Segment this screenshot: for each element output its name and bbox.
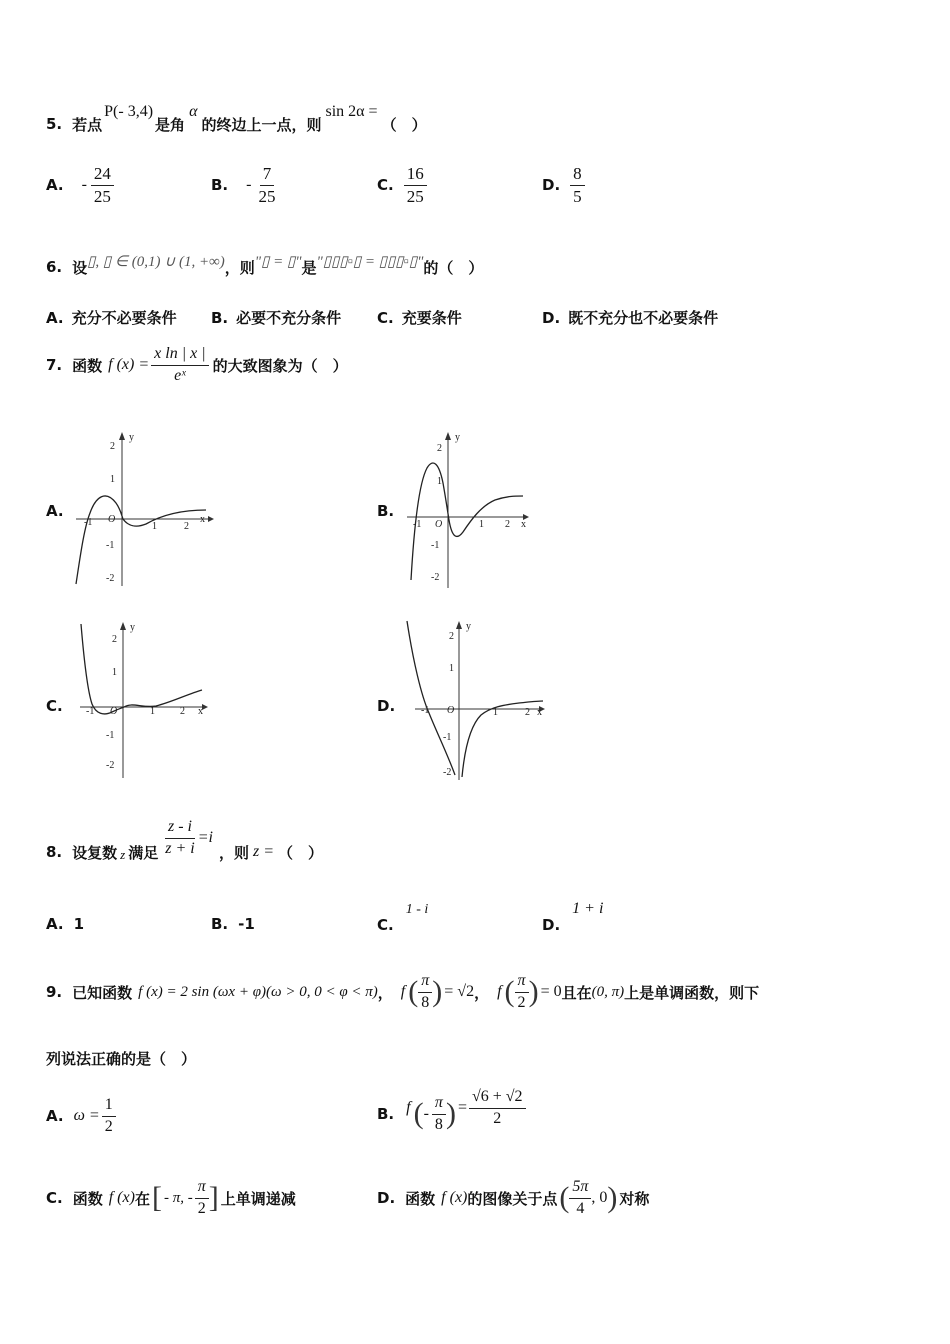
- zero-coordinate: , 0: [591, 1189, 608, 1206]
- tick-2: 2: [437, 443, 442, 454]
- numerator: 24: [91, 164, 114, 186]
- right-paren: ): [445, 1097, 456, 1130]
- stem-text: 上是单调函数，则下: [624, 983, 760, 1002]
- option-label: B.: [377, 1105, 395, 1123]
- f-symbol: f: [406, 1099, 411, 1116]
- numerator: √6 + √2: [469, 1088, 526, 1108]
- tick-x-2: 2: [184, 521, 189, 532]
- stem-text: 的大致图象为（ ）: [212, 356, 348, 375]
- y-axis-arrow: [445, 432, 451, 440]
- tick-neg-1: -1: [106, 730, 115, 741]
- tick-neg-1: -1: [431, 540, 440, 551]
- q8-option-c[interactable]: [377, 904, 428, 934]
- tick-x-1: 1: [493, 707, 498, 718]
- question-number: 9.: [46, 983, 63, 1001]
- option-text: 的图像关于点: [467, 1189, 558, 1208]
- right-bracket: ]: [208, 1181, 219, 1214]
- numerator: 5π: [569, 1178, 591, 1198]
- curve: [81, 624, 202, 714]
- option-text: 充分不必要条件: [71, 309, 177, 327]
- tick-2: 2: [110, 441, 115, 452]
- numerator: π: [418, 972, 432, 992]
- tick-x-neg-1: -1: [413, 519, 422, 530]
- question-7-stem: [46, 342, 348, 388]
- q8-option-b[interactable]: [211, 915, 255, 933]
- denominator: 2: [197, 1199, 206, 1217]
- y-axis-arrow: [120, 622, 126, 630]
- q6-option-a[interactable]: [46, 307, 177, 328]
- answer-parentheses: （ ）: [278, 843, 324, 862]
- tick-x-neg-1: -1: [86, 706, 95, 717]
- q7-option-b[interactable]: [377, 502, 394, 520]
- question-6-stem: [46, 252, 483, 282]
- function-symbol: f (x): [441, 1189, 468, 1206]
- numerator: 1: [102, 1096, 116, 1116]
- option-label: C.: [46, 697, 63, 715]
- tick-neg-2: -2: [443, 767, 452, 778]
- tick-1: 1: [112, 667, 117, 678]
- x-label: x: [537, 707, 542, 718]
- condition-q: "▯▯▯▫▯ = ▯▯▯▫▯": [316, 253, 424, 270]
- pi-over-8: [418, 972, 432, 1012]
- omega-equals: ω =: [73, 1107, 100, 1124]
- stem-text: 的终边上一点，则: [201, 115, 322, 134]
- x-label: x: [200, 514, 205, 525]
- option-text: 函数: [405, 1189, 436, 1208]
- option-label: C.: [377, 309, 394, 327]
- numerator: 8: [570, 164, 585, 186]
- curve-left: [407, 621, 455, 775]
- option-text: -1: [238, 915, 255, 933]
- tick-x-2: 2: [180, 706, 185, 717]
- numerator: z - i: [165, 818, 195, 838]
- variable-z: z: [120, 847, 126, 862]
- tick-neg-2: -2: [431, 572, 440, 583]
- graph-a[interactable]: [68, 428, 218, 588]
- question-9-stem-cont: [46, 1048, 196, 1069]
- q7-option-c[interactable]: [46, 697, 63, 715]
- function-symbol: f (x): [108, 1189, 135, 1206]
- q9-option-b[interactable]: [377, 1084, 526, 1144]
- q5-option-a[interactable]: [46, 160, 114, 210]
- equals: =: [457, 1099, 467, 1116]
- option-label: D.: [377, 697, 396, 715]
- graph-c[interactable]: [72, 620, 222, 780]
- question-number: 5.: [46, 115, 63, 133]
- origin: O: [447, 705, 455, 716]
- y-label: y: [455, 432, 460, 443]
- denominator: 2: [517, 993, 526, 1011]
- denominator: 2: [104, 1117, 113, 1135]
- comma: ，: [377, 983, 393, 1002]
- condition-expression: ▯, ▯ ∈ (0,1) ∪ (1, +∞): [87, 253, 225, 270]
- answer-parentheses: （ ）: [381, 115, 427, 134]
- y-label: y: [466, 621, 471, 632]
- q6-option-c[interactable]: [377, 307, 462, 328]
- q5-option-d[interactable]: [542, 160, 585, 210]
- q7-option-d[interactable]: [377, 697, 395, 715]
- q5-option-c[interactable]: [377, 160, 427, 210]
- fraction: [255, 164, 278, 206]
- tick-neg-2: -2: [106, 573, 115, 584]
- function-fraction: [151, 345, 208, 385]
- sin-expression: sin 2α =: [325, 103, 378, 120]
- q6-option-b[interactable]: [211, 307, 341, 328]
- x-axis-arrow: [208, 516, 214, 522]
- function-lhs: f (x) =: [108, 356, 150, 373]
- fraction: [404, 164, 427, 206]
- minus-sign: -: [246, 176, 252, 193]
- option-text: 充要条件: [401, 309, 462, 327]
- denominator: 5: [573, 186, 582, 206]
- option-text: 对称: [619, 1189, 650, 1208]
- stem-text: 已知函数: [72, 983, 133, 1002]
- question-8-stem: [46, 815, 323, 889]
- curve: [76, 496, 206, 584]
- option-text: 1 - i: [405, 902, 429, 917]
- equals-i: =i: [197, 829, 213, 846]
- stem-text: 设复数: [72, 843, 118, 862]
- origin: O: [110, 706, 118, 717]
- denominator: eˣ: [174, 366, 186, 384]
- left-paren: (: [408, 975, 419, 1008]
- stem-text: 列说法正确的是（ ）: [46, 1050, 197, 1068]
- minus-sign: -: [81, 176, 87, 193]
- denominator: 25: [406, 186, 424, 206]
- tick-neg-1: -1: [106, 540, 115, 551]
- stem-text: 设: [72, 258, 88, 277]
- option-label: B.: [211, 309, 229, 327]
- origin: O: [435, 519, 443, 530]
- option-label: A.: [46, 1107, 64, 1125]
- denominator: 2: [493, 1109, 502, 1127]
- left-paren: (: [413, 1097, 424, 1130]
- graph-b[interactable]: [399, 428, 549, 588]
- graph-d[interactable]: [401, 615, 561, 780]
- tick-2: 2: [449, 631, 454, 642]
- tick-1: 1: [449, 663, 454, 674]
- q5-option-b[interactable]: [211, 160, 278, 210]
- alpha-symbol: α: [189, 103, 198, 120]
- stem-text: 函数: [72, 356, 103, 375]
- numerator: π: [432, 1094, 446, 1114]
- fraction: [91, 164, 114, 206]
- option-label: B.: [211, 176, 229, 194]
- denominator: 8: [434, 1115, 443, 1133]
- option-label: B.: [377, 502, 395, 520]
- fraction: [570, 164, 585, 206]
- minus-sign: -: [423, 1105, 429, 1122]
- q9-option-d[interactable]: [377, 1170, 649, 1226]
- interval: (0, π): [591, 983, 625, 1000]
- tick-2: 2: [112, 634, 117, 645]
- q6-option-d[interactable]: [542, 307, 718, 328]
- option-label: D.: [542, 176, 561, 194]
- tick-x-1: 1: [479, 519, 484, 530]
- tick-1: 1: [437, 476, 442, 487]
- numerator: 16: [404, 164, 427, 186]
- equals-root-2: = √2: [444, 983, 475, 1000]
- question-number: 7.: [46, 356, 63, 374]
- curve-right: [462, 701, 543, 777]
- question-number: 6.: [46, 258, 63, 276]
- option-label: C.: [46, 1189, 63, 1207]
- option-label: A.: [46, 309, 64, 327]
- z-equals: z =: [252, 843, 274, 860]
- option-text: 必要不充分条件: [236, 309, 342, 327]
- question-9-stem: [46, 962, 759, 1022]
- left-bracket: [: [151, 1181, 162, 1214]
- numerator: π: [515, 972, 529, 992]
- tick-x-2: 2: [505, 519, 510, 530]
- stem-text: ，则: [224, 258, 255, 277]
- option-text: 既不充分也不必要条件: [568, 309, 719, 327]
- option-text: 上单调递减: [220, 1189, 296, 1208]
- y-label: y: [130, 622, 135, 633]
- complex-fraction: [162, 818, 197, 858]
- numerator: 7: [260, 164, 275, 186]
- stem-text: 且在: [561, 983, 592, 1002]
- question-number: 8.: [46, 843, 63, 861]
- tick-x-1: 1: [152, 521, 157, 532]
- option-label: C.: [377, 916, 394, 934]
- root-fraction: [469, 1088, 526, 1128]
- question-5-stem: [46, 104, 427, 144]
- denominator: 25: [258, 186, 276, 206]
- option-text: 函数: [72, 1189, 103, 1208]
- y-label: y: [129, 432, 134, 443]
- stem-text: 满足: [128, 843, 159, 862]
- function-definition: f (x) = 2 sin (ωx + φ)(ω > 0, 0 < φ < π): [138, 983, 378, 1000]
- q8-option-d[interactable]: [542, 900, 604, 934]
- point-expression: P(- 3,4): [104, 103, 154, 120]
- option-label: A.: [46, 502, 64, 520]
- q8-option-a[interactable]: [46, 915, 84, 933]
- stem-text: ，则: [218, 843, 249, 862]
- numerator: x ln | x |: [151, 345, 208, 365]
- tick-x-neg-1: -1: [421, 705, 430, 716]
- stem-text: 是: [301, 258, 317, 277]
- y-axis-arrow: [119, 432, 125, 440]
- stem-text: 的（ ）: [423, 258, 484, 277]
- left-paren: (: [504, 975, 515, 1008]
- option-label: D.: [542, 916, 561, 934]
- denominator: 25: [93, 186, 111, 206]
- tick-x-neg-1: -1: [84, 517, 93, 528]
- one-half: [102, 1096, 116, 1136]
- comma: ，: [474, 983, 490, 1002]
- tick-neg-1: -1: [443, 732, 452, 743]
- denominator: 8: [421, 993, 430, 1011]
- q9-option-c[interactable]: [46, 1170, 296, 1226]
- option-label: D.: [377, 1189, 396, 1207]
- x-label: x: [198, 706, 203, 717]
- pi-over-2: [195, 1178, 209, 1218]
- right-paren: ): [607, 1181, 618, 1214]
- equals-zero: = 0: [540, 983, 562, 1000]
- option-label: A.: [46, 915, 64, 933]
- left-paren: (: [559, 1181, 570, 1214]
- five-pi-over-4: [569, 1178, 591, 1218]
- condition-p: "▯ = ▯": [254, 253, 302, 270]
- tick-x-1: 1: [150, 706, 155, 717]
- option-text: 1: [73, 915, 85, 933]
- denominator: 4: [576, 1199, 585, 1217]
- tick-1: 1: [110, 474, 115, 485]
- y-axis-arrow: [456, 621, 462, 629]
- stem-text: 若点: [72, 115, 103, 134]
- option-label: D.: [542, 309, 561, 327]
- option-label: A.: [46, 176, 64, 194]
- x-label: x: [521, 519, 526, 530]
- denominator: z + i: [165, 839, 195, 857]
- tick-x-2: 2: [525, 707, 530, 718]
- stem-text: 是角: [155, 115, 186, 134]
- q9-option-a[interactable]: [46, 1090, 116, 1142]
- option-text: 在: [134, 1189, 150, 1208]
- q7-option-a[interactable]: [46, 502, 64, 520]
- pi-over-8: [432, 1094, 446, 1134]
- right-paren: ): [432, 975, 443, 1008]
- tick-neg-2: -2: [106, 760, 115, 771]
- right-paren: ): [528, 975, 539, 1008]
- origin: O: [108, 514, 116, 525]
- numerator: π: [195, 1178, 209, 1198]
- option-text: 1 + i: [572, 900, 604, 917]
- f-symbol: f: [400, 983, 406, 1000]
- option-label: C.: [377, 176, 394, 194]
- f-symbol: f: [497, 983, 502, 1000]
- pi-over-2: [515, 972, 529, 1012]
- interval-left: - π, -: [163, 1189, 193, 1206]
- option-label: B.: [211, 915, 229, 933]
